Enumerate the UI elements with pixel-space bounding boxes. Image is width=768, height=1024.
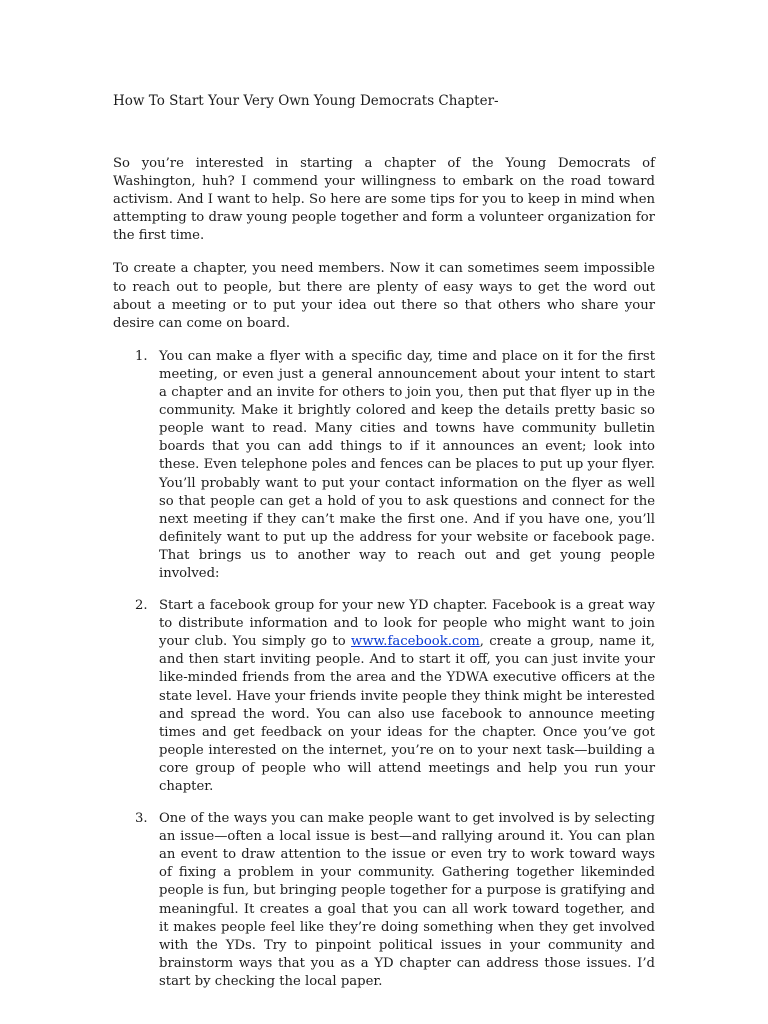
facebook-link[interactable]: www.facebook.com — [350, 634, 480, 650]
list-item-text: You can make a flyer with a specific day, time and place on it for the first meeting, or even just a general announcement about your intent to start a chapter and an invite for others to join you, then put that flyer up in the community. Make it brightly colored and keep the details pretty basic so people want to read. Many cities and towns have community bulletin boards that you can add things to if it announces an event; look into these. Even telephone poles and fences can be places to put up your flyer. You’ll probably want to put your contact information on the flyer as well so that people can get a hold of you to ask questions and connect for the next meeting if they can’t make the first one. And if you have one, you’ll definitely want to put up the address for your website or facebook page. That brings us to another way to reach out and get young people involved: — [159, 348, 655, 581]
document-title: How To Start Your Very Own Young Democrats Chapter- — [113, 93, 499, 109]
list-item-number: 2. — [135, 598, 148, 614]
list-item — [113, 597, 655, 796]
tips-list — [113, 348, 655, 991]
list-item — [113, 348, 655, 583]
members-paragraph: To create a chapter, you need members. Now it can sometimes seem impossible to reach out to people, but there are plenty of easy ways to get the word out about a meeting or to put your idea out there so that others who share your desire can come on board. — [113, 261, 655, 331]
list-item-text: One of the ways you can make people want to get involved is by selecting an issue—often a local issue is best—and rallying around it. You can plan an event to draw attention to the issue or even try to work toward ways of fixing a problem in your community. Gathering together likeminded people is fun, but bringing people together for a purpose is gratifying and meaningful. It creates a goal that you can all work toward together, and it makes people feel like they’re doing something when they get involved with the YDs. Try to pinpoint political issues in your community and brainstorm ways that you as a YD chapter can address those issues. I’d start by checking the local paper. — [159, 811, 655, 989]
list-item-text-after: , create a group, name it, and then start inviting people. And to start it off, you can just invite your like-minded friends from the area and the YDWA executive officers at the state level. Have your friends invite people they think might be interested and spread the word. You can also use facebook to announce meeting times and get feedback on your ideas for the chapter. Once you’ve got people interested on the internet, you’re on to your next task—building a core group of people who will attend meetings and help you run your chapter. — [159, 634, 655, 794]
list-item-text-before: Start a facebook group for your new YD chapter. Facebook is a great way to distribute information and to look for people who might want to join your club. You simply go to — [159, 598, 655, 650]
document-body — [113, 155, 655, 1005]
list-item-number: 1. — [135, 348, 148, 364]
list-item — [113, 810, 655, 991]
list-item-number: 3. — [135, 811, 148, 827]
intro-paragraph: So you’re interested in starting a chapter of the Young Democrats of Washington, huh? I commend your willingness to embark on the road toward activism. And I want to help. So here are some tips for you to keep in mind when attempting to draw young people together and form a volunteer organization for the first time. — [113, 156, 655, 244]
list-item-text — [159, 597, 655, 796]
